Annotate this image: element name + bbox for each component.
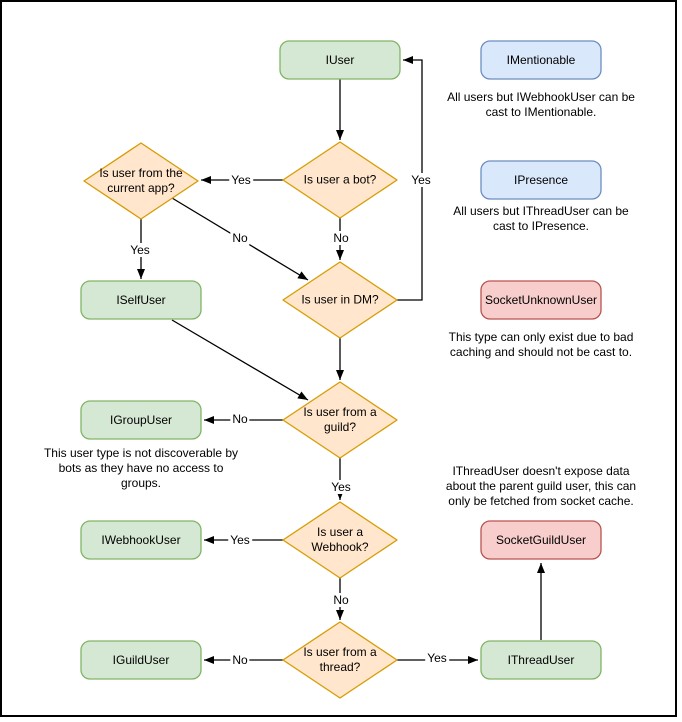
- decision-iswebhook-line1: Is user a: [316, 525, 364, 539]
- note-ithreaduser-line1: IThreadUser doesn't expose data: [452, 464, 630, 478]
- node-iwebhookuser-label: IWebhookUser: [101, 533, 181, 547]
- node-imentionable-label: IMentionable: [506, 53, 576, 67]
- decision-fromthread-label: [303, 645, 376, 675]
- note-socketunknownuser: [411, 330, 671, 360]
- edge-label-thread-no: No: [232, 653, 248, 667]
- edge-label-guild-yes: Yes: [331, 480, 351, 494]
- decision-fromthread-line2: thread?: [319, 660, 361, 674]
- edge-label-bot-yes: Yes: [231, 173, 251, 187]
- edge-label-webhook-no: No: [333, 593, 349, 607]
- decision-indm-line1: Is user in DM?: [301, 292, 379, 307]
- decision-currentapp-line1: Is user from the: [99, 166, 183, 180]
- edge-label-currentapp-no: No: [232, 231, 248, 245]
- node-iguilduser-label: IGuildUser: [112, 653, 170, 667]
- note-ipresence-line1: All users but IThreadUser can be: [453, 204, 629, 218]
- note-imentionable-line1: All users but IWebhookUser can be: [447, 90, 635, 104]
- note-igroupuser-line2: bots as they have no access to: [58, 461, 224, 475]
- decision-fromguild-line2: guild?: [323, 420, 357, 434]
- red-nodes: [481, 281, 601, 559]
- decision-fromguild-line1: Is user from a: [303, 405, 377, 419]
- note-imentionable-line2: cast to IMentionable.: [485, 105, 597, 119]
- decision-currentapp-line2: current app?: [107, 181, 175, 195]
- note-imentionable: [411, 90, 671, 120]
- note-socketunknownuser-line2: caching and should not be cast to.: [449, 345, 633, 359]
- edge-label-thread-yes: Yes: [427, 651, 447, 665]
- node-iuser-label: IUser: [325, 53, 355, 67]
- note-ithreaduser-line2: about the parent guild user, this can: [445, 479, 637, 493]
- node-socketunknownuser-label: SocketUnknownUser: [484, 293, 598, 307]
- node-ithreaduser-label: IThreadUser: [507, 653, 575, 667]
- node-ipresence-label: IPresence: [513, 173, 569, 187]
- note-igroupuser: [11, 446, 271, 491]
- green-nodes: [81, 41, 601, 679]
- decision-isbot-label: [304, 173, 377, 188]
- decision-indm-label: [301, 293, 378, 308]
- note-igroupuser-line3: groups.: [120, 476, 162, 490]
- decision-fromthread-line1: Is user from a: [303, 645, 377, 659]
- node-iselfuser-label: ISelfUser: [116, 293, 166, 307]
- decision-isbot-line1: Is user a bot?: [303, 172, 377, 187]
- decision-iswebhook-line2: Webhook?: [311, 540, 369, 554]
- edge-label-currentapp-yes: Yes: [130, 243, 150, 257]
- note-ipresence: [411, 204, 671, 234]
- note-ithreaduser: [411, 464, 671, 509]
- edge-label-guild-no: No: [232, 412, 248, 426]
- note-igroupuser-line1: This user type is not discoverable by: [43, 446, 239, 460]
- decision-iswebhook-label: [311, 525, 368, 555]
- edge-label-dm-yes: Yes: [411, 173, 431, 187]
- decision-currentapp-label: [99, 166, 182, 196]
- node-socketguilduser-label: SocketGuildUser: [495, 533, 587, 547]
- edge-iselfuser-to-fromguild: [172, 320, 308, 400]
- edge-label-webhook-yes: Yes: [230, 533, 250, 547]
- edge-label-bot-no: No: [333, 231, 349, 245]
- decision-fromguild-label: [303, 405, 376, 435]
- note-socketunknownuser-line1: This type can only exist due to bad: [448, 330, 634, 344]
- note-ipresence-line2: cast to IPresence.: [492, 219, 590, 233]
- node-igroupuser-label: IGroupUser: [109, 413, 173, 427]
- note-ithreaduser-line3: only be fetched from socket cache.: [448, 494, 634, 508]
